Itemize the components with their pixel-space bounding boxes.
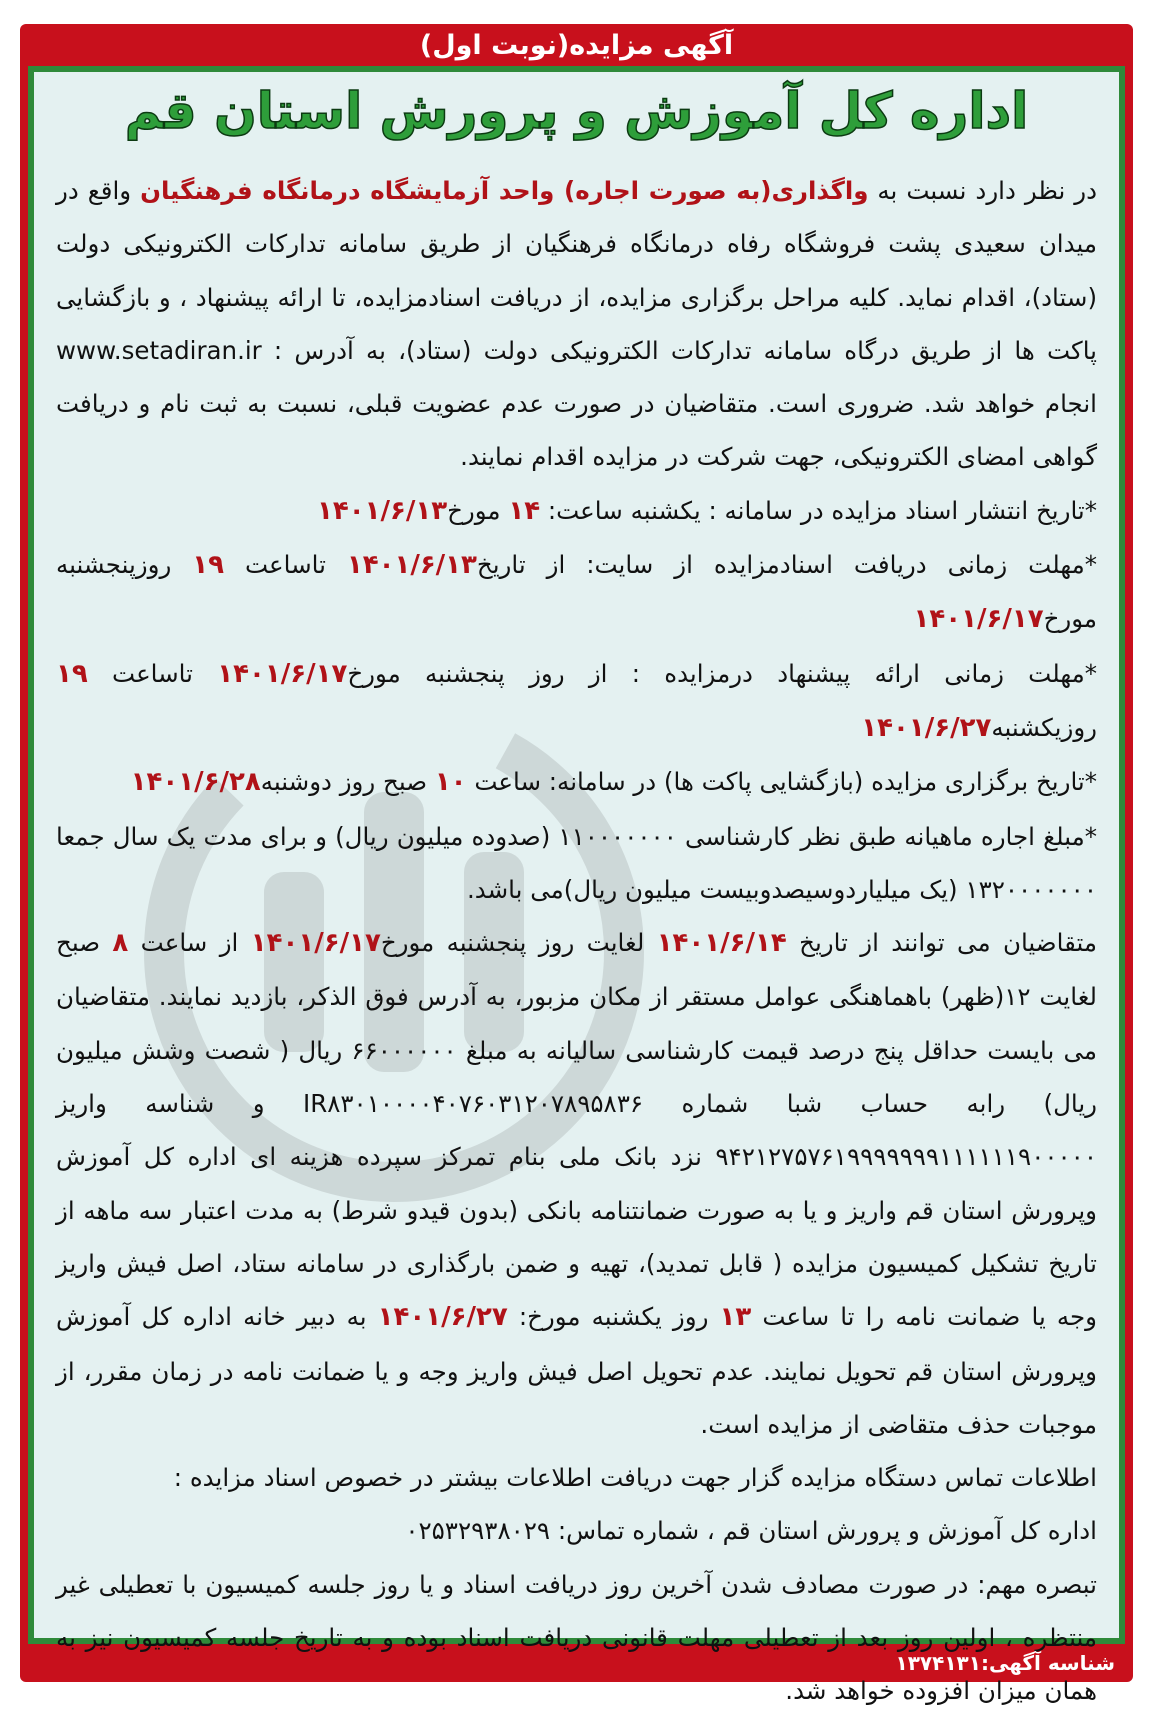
visit-text-g: صبح لغایت ۱۲(ظهر) باهماهنگی عوامل مستقر از مکان مزبور، به آدرس فوق الذکر، بازدید نمایند. متقاضیان می بایست حداقل پنج درصد قیمت کارشناسی سالیانه به مبلغ ۶۶۰۰۰۰۰۰ ریال ( شصت وشش میلیون ریال) رابه حساب شبا شماره IR۸۳۰۱۰۰۰۰۴۰۷۶۰۳۱۲۰۷۸۹۵۸۳۶ و شناسه واریز ۹۴۲۱۲۷۵۷۶۱۹۹۹۹۹۹۹۱۱۱۱۱۱۹۰۰۰۰۰ نزد بانک ملی بنام تمرکز سپرده هزینه ای اداره کل آموزش وپرورش استان قم واریز و یا به صورت ضمانتنامه بانکی (بدون قیدو شرط) به مدت اعتبار سه ماهه از تاریخ تشکیل کمیسیون مزایده ( قابل تمدید)، تهیه و ضمن بارگذاری در سامانه ستاد، اصل فیش واریز وجه یا ضمانت نامه را تا ساعت	[56, 928, 1098, 1332]
contact-intro: اطلاعات تماس دستگاه مزایده گزار جهت دریافت اطلاعات بیشتر در خصوص اسناد مزایده :	[173, 1463, 1097, 1493]
ad-id-label: شناسه آگهی:	[980, 1651, 1115, 1675]
notice-body	[56, 164, 1097, 1718]
download-start-date: ۱۴۰۱/۶/۱۳	[346, 550, 477, 581]
visit-text-c: لغایت روز پنجشنبه مورخ	[380, 928, 657, 958]
ad-id	[896, 1648, 1115, 1678]
opening-hour: ۱۰	[434, 767, 467, 798]
opening-label: *تاریخ برگزاری مزایده (بازگشایی پاکت ها) در سامانه: ساعت	[466, 767, 1097, 797]
download-end-date: ۱۴۰۱/۶/۱۷	[913, 604, 1044, 635]
offer-hour-label: تاساعت	[87, 658, 218, 688]
intro-text-c: واقع در میدان سعیدی پشت فروشگاه رفاه درمانگاه فرهنگیان از طریق سامانه تدارکات الکترونیکی دولت (ستاد)، اقدام نماید. کلیه مراحل برگزاری مزایده، از دریافت اسنادمزایده، تا ارائه پیشنهاد ، و بازگشایی پاکت ها از طریق درگاه سامانه تدارکات الکترونیکی دولت (ستاد)، به آدرس : www.setadiran.ir انجام خواهد شد. ضروری است. متقاضیان در صورت عدم عضویت قبلی، نسبت به ثبت نام و دریافت گواهی امضای الکترونیکی، جهت شرکت در مزایده اقدام نمایند.	[56, 176, 1097, 472]
deposit-date: ۱۴۰۱/۶/۲۷	[377, 1302, 508, 1333]
opening-date: ۱۴۰۱/۶/۲۸	[130, 767, 261, 798]
visit-text-i: روز یکشنبه مورخ:	[507, 1302, 720, 1332]
schedule-line-download	[56, 538, 1097, 647]
schedule-line-publish	[56, 484, 1097, 538]
offer-start-date: ۱۴۰۱/۶/۱۷	[217, 658, 348, 689]
download-label: *مهلت زمانی دریافت اسنادمزایده از سایت: از تاریخ	[476, 550, 1098, 580]
visit-text-k: به دبیر خانه اداره کل آموزش وپرورش استان قم تحویل نمایند. عدم تحویل اصل فیش واریز وجه و یا ضمانت نامه در زمان مقرر، از موجبات حذف متقاضی از مزایده است.	[56, 1302, 1097, 1439]
schedule-line-offer	[56, 647, 1097, 756]
important-note: تبصره مهم: در صورت مصادف شدن آخرین روز دریافت اسناد و یا روز جلسه کمیسیون با تعطیلی غیر منتظره ، اولین روز بعد از تعطیلی مهلت قانونی دریافت اسناد بوده و به تاریخ جلسه کمیسیون نیز به همان میزان افزوده خواهد شد.	[56, 1569, 1097, 1706]
download-hour-label: تاساعت	[224, 550, 347, 580]
deposit-hour: ۱۳	[719, 1302, 752, 1333]
publish-label: *تاریخ انتشار اسناد مزایده در سامانه : یکشنبه ساعت:	[540, 495, 1097, 525]
publish-hour: ۱۴	[508, 495, 541, 526]
visit-text-a: متقاضیان می توانند از تاریخ	[786, 928, 1097, 958]
schedule-line-rent: *مبلغ اجاره ماهیانه طبق نظر کارشناسی ۱۱۰۰۰۰۰۰۰ (صدوده میلیون ریال) و برای مدت یک سال جمعا ۱۳۲۰۰۰۰۰۰۰ (یک میلیاردوسیصدوبیست میلیون ریال)می باشد.	[56, 821, 1097, 904]
offer-day-label: روزیکشنبه	[991, 712, 1097, 742]
offer-hour: ۱۹	[56, 658, 88, 689]
paragraph-visit	[56, 916, 1097, 1451]
headline: اداره کل آموزش و پرورش استان قم	[124, 82, 1029, 140]
intro-text-a: در نظر دارد نسبت به	[868, 176, 1097, 205]
paragraph-intro	[56, 164, 1097, 484]
visit-end-date: ۱۴۰۱/۶/۱۷	[250, 928, 381, 959]
offer-end-date: ۱۴۰۱/۶/۲۷	[861, 712, 992, 743]
ad-id-value: ۱۳۷۴۱۳۱	[895, 1651, 981, 1675]
opening-day-label: صبح روز دوشنبه	[260, 767, 435, 797]
contact-line: اداره کل آموزش و پرورش استان قم ، شماره تماس: ۰۲۵۳۲۹۳۸۰۲۹	[405, 1516, 1097, 1546]
notice-frame	[20, 24, 1133, 1706]
publish-date-label: مورخ	[447, 495, 509, 525]
download-hour: ۱۹	[192, 550, 224, 581]
visit-text-e: از ساعت	[128, 928, 251, 958]
schedule-line-opening	[56, 755, 1097, 809]
visit-hour: ۸	[112, 928, 129, 959]
notice-title: آگهی مزایده(نوبت اول)	[419, 29, 734, 61]
intro-highlight: واگذاری(به صورت اجاره) واحد آزمایشگاه درمانگاه فرهنگیان	[140, 176, 869, 205]
visit-start-date: ۱۴۰۱/۶/۱۴	[656, 928, 787, 959]
download-day-label: روزپنجشنبه مورخ	[56, 550, 1097, 634]
publish-date: ۱۴۰۱/۶/۱۳	[317, 495, 448, 526]
offer-label: *مهلت زمانی ارائه پیشنهاد درمزایده : از روز پنجشنبه مورخ	[347, 658, 1098, 688]
